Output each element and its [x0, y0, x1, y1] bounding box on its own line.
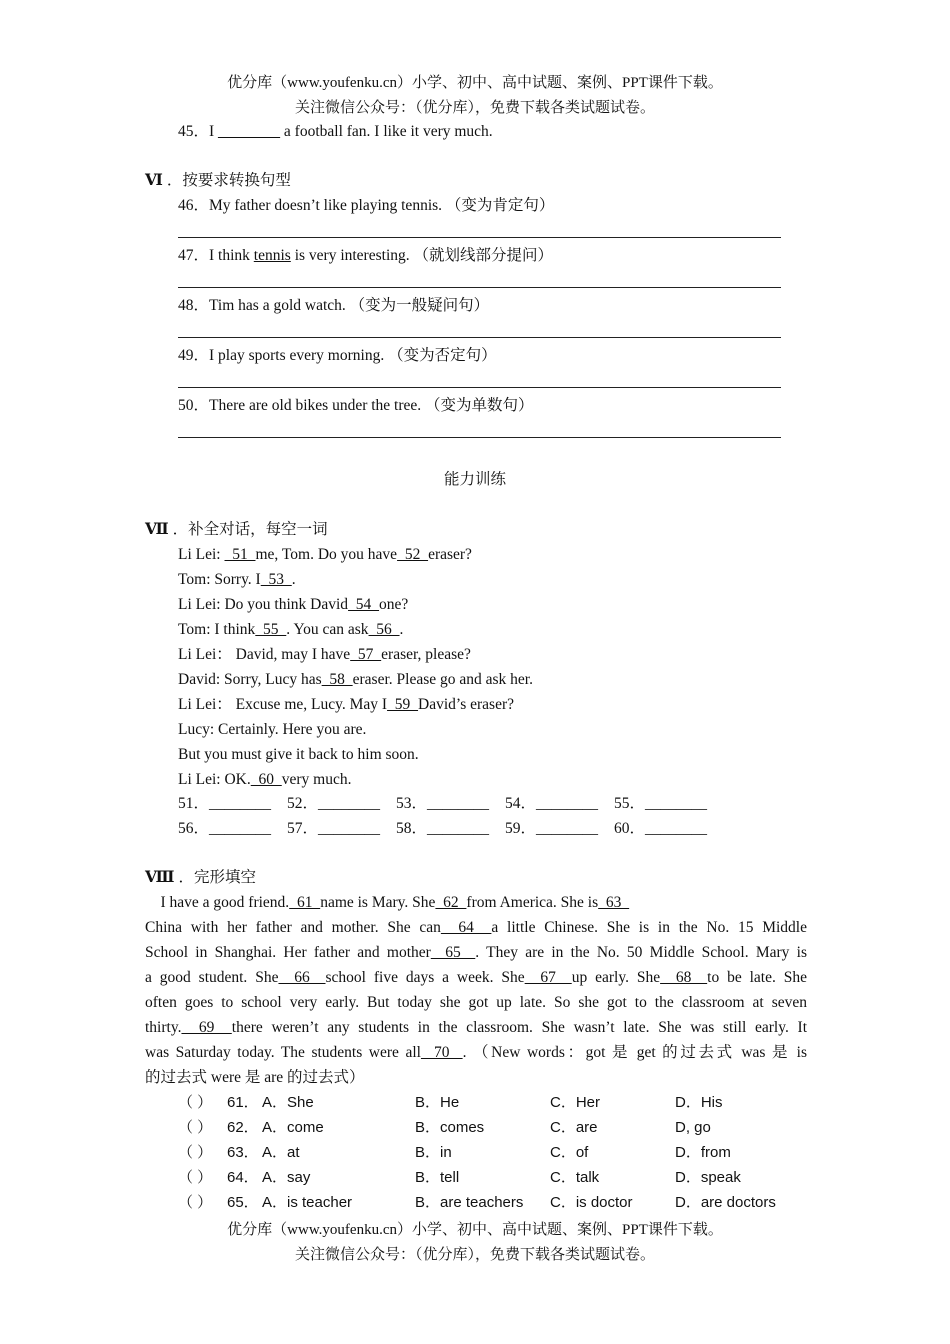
dialogue-blank: 52: [397, 546, 429, 563]
passage-blank: 70: [420, 1044, 463, 1061]
option-a: A．She: [262, 1094, 314, 1111]
passage-line: [145, 915, 807, 940]
option-b: B．He: [415, 1094, 460, 1111]
dialogue-text: Lucy: Certainly. Here you are.: [178, 721, 367, 738]
answer-blank-56: 56．________: [178, 820, 272, 837]
section-8-heading: [145, 865, 256, 890]
dialogue-blank: 60: [250, 771, 282, 788]
passage-text: up early. She: [571, 969, 661, 986]
dialogue-blank: 55: [255, 621, 287, 638]
option-d: D．from: [675, 1144, 731, 1161]
q47-note: （就划线部分提问）: [413, 247, 554, 264]
option-b: B．in: [415, 1144, 452, 1161]
option-b: B．are teachers: [415, 1194, 524, 1211]
dialogue-line: [178, 592, 408, 617]
question-48: [178, 293, 489, 318]
answer-blank-51: 51．________: [178, 795, 272, 812]
passage-blank: 69: [181, 1019, 232, 1036]
dialogue-text: David: Sorry, Lucy has: [178, 671, 322, 688]
dialogue-text: Li Lei： Excuse me, Lucy. May I: [178, 696, 388, 713]
section-6-roman: Ⅵ: [145, 172, 163, 189]
question-50: [178, 393, 534, 418]
passage-blank: 68: [660, 969, 708, 986]
option-a: A．come: [262, 1119, 324, 1136]
q45-number: 45．I: [178, 123, 219, 140]
section-6-title: ．按要求转换句型: [166, 172, 291, 189]
answer-line-46: [178, 237, 781, 238]
dialogue-text: eraser, please?: [381, 646, 471, 663]
answer-blank-59: 59．________: [505, 820, 599, 837]
passage-line: [145, 965, 807, 990]
answer-paren: （ ）: [178, 1194, 213, 1211]
answer-line-48: [178, 337, 781, 338]
answer-paren: （ ）: [178, 1144, 213, 1161]
q48-text: 48．Tim has a gold watch.: [178, 297, 350, 314]
option-b: B．tell: [415, 1169, 460, 1186]
option-a: A．say: [262, 1169, 311, 1186]
passage-line: [145, 890, 807, 915]
question-number: 65．: [227, 1194, 259, 1211]
passage-text: a good student. She: [145, 969, 279, 986]
passage-text: there weren’t any students in the classroom. She wasn’t late. She was still early. It: [231, 1019, 807, 1036]
dialogue-text: .: [399, 621, 404, 638]
answer-row-1: [178, 791, 723, 816]
passage-text: name is Mary. She: [320, 894, 436, 911]
header-line-1: 优分库（www.youfenku.cn）小学、初中、高中试题、案例、PPT课件下载。: [227, 75, 723, 91]
footer-line-2: 关注微信公众号：（优分库），免费下载各类试题试卷。: [294, 1247, 655, 1263]
dialogue-blank: 53: [260, 571, 292, 588]
q46-text: 46．My father doesn’t like playing tennis.: [178, 197, 446, 214]
passage-line: [145, 1015, 807, 1040]
q50-note: （变为单数句）: [425, 397, 534, 414]
option-c: C．of: [550, 1144, 589, 1161]
dialogue-text: David’s eraser?: [418, 696, 515, 713]
dialogue-blank: 59: [387, 696, 419, 713]
q50-text: 50．There are old bikes under the tree.: [178, 397, 426, 414]
section-8-roman: Ⅷ: [145, 869, 175, 886]
option-d: D．speak: [675, 1169, 741, 1186]
question-49: [178, 343, 497, 368]
passage-text: I have a good friend.: [145, 894, 290, 911]
dialogue-text: Li Lei： David, may I have: [178, 646, 351, 663]
answer-line-49: [178, 387, 781, 388]
answer-blank-52: 52．________: [287, 795, 381, 812]
question-45: [178, 119, 493, 144]
dialogue-blank: 54: [348, 596, 380, 613]
dialogue-blank: 57: [350, 646, 382, 663]
dialogue-blank: 56: [368, 621, 400, 638]
dialogue-blank: 51: [224, 546, 256, 563]
dialogue-text: . You can ask: [286, 621, 369, 638]
option-c: C．are: [550, 1119, 598, 1136]
answer-paren: （ ）: [178, 1119, 213, 1136]
option-c: C．talk: [550, 1169, 600, 1186]
answer-line-50: [178, 437, 781, 438]
section-7-roman: Ⅶ: [145, 521, 169, 538]
passage-line: [145, 1065, 807, 1090]
q46-note: （变为肯定句）: [445, 197, 555, 214]
dialogue-line: [178, 767, 351, 792]
dialogue-text: very much.: [281, 771, 352, 788]
passage-text: a little Chinese. She is in the No. 15 Middle: [491, 919, 807, 936]
dialogue-line: [178, 617, 403, 642]
q47-text: 47．I think: [178, 247, 254, 264]
answer-blank-54: 54．________: [505, 795, 599, 812]
dialogue-line: [178, 692, 514, 717]
q48-note: （变为一般疑问句）: [349, 297, 490, 314]
option-d: D, go: [675, 1119, 711, 1136]
dialogue-text: Tom: Sorry. I: [178, 571, 261, 588]
answer-blank-57: 57．________: [287, 820, 381, 837]
dialogue-line: [178, 567, 296, 592]
option-b: B．comes: [415, 1119, 485, 1136]
answer-paren: （ ）: [178, 1169, 213, 1186]
option-d: D．His: [675, 1094, 723, 1111]
passage-line: [145, 940, 807, 965]
center-title: 能力训练: [443, 471, 506, 488]
question-number: 61．: [227, 1094, 259, 1111]
question-number: 63．: [227, 1144, 259, 1161]
header-line-2: 关注微信公众号：（优分库），免费下载各类试题试卷。: [294, 100, 655, 116]
passage-line: [145, 990, 807, 1015]
q47-text-post: is very interesting.: [290, 247, 414, 264]
passage-text: to be late. She: [707, 969, 808, 986]
passage-text: from America. She is: [466, 894, 599, 911]
dialogue-text: eraser?: [428, 546, 472, 563]
dialogue-blank: 58: [321, 671, 353, 688]
option-c: C．Her: [550, 1094, 601, 1111]
section-6-heading: [145, 168, 291, 193]
section-8-title: ．完形填空: [178, 869, 256, 886]
q45-text: a football fan. I like it very much.: [280, 123, 493, 140]
passage-line: [145, 1040, 807, 1065]
q47-underlined-word: tennis: [253, 247, 291, 264]
dialogue-text: .: [291, 571, 296, 588]
option-d: D．are doctors: [675, 1194, 776, 1211]
answer-row-2: [178, 816, 723, 841]
passage-text: . They are in the No. 50 Middle School. Mary is: [475, 944, 808, 961]
option-c: C．is doctor: [550, 1194, 633, 1211]
passage-blank: 66: [278, 969, 326, 986]
q49-text: 49．I play sports every morning.: [178, 347, 389, 364]
section-7-heading: [145, 517, 328, 542]
dialogue-line: [178, 542, 472, 567]
footer-line-1: 优分库（www.youfenku.cn）小学、初中、高中试题、案例、PPT课件下载。: [227, 1222, 723, 1238]
dialogue-text: one?: [379, 596, 409, 613]
dialogue-line: [178, 717, 366, 742]
passage-text: thirty.: [145, 1019, 182, 1036]
dialogue-text: But you must give it back to him soon.: [178, 746, 419, 763]
dialogue-line: [178, 667, 533, 692]
question-46: [178, 193, 554, 218]
dialogue-text: me, Tom. Do you have: [255, 546, 398, 563]
dialogue-text: Li Lei: Do you think David: [178, 596, 349, 613]
passage-blank: 63: [598, 894, 630, 911]
q49-note: （变为否定句）: [388, 347, 497, 364]
passage-blank: 62: [435, 894, 467, 911]
answer-blank-60: 60．________: [614, 820, 708, 837]
passage-text: 的过去式 were 是 are 的过去式）: [145, 1069, 365, 1086]
answer-blank-58: 58．________: [396, 820, 490, 837]
question-number: 62．: [227, 1119, 259, 1136]
passage-text: China with her father and mother. She can: [145, 919, 441, 936]
answer-line-47: [178, 287, 781, 288]
question-47: [178, 243, 553, 268]
passage-text: school five days a week. She: [325, 969, 525, 986]
dialogue-text: eraser. Please go and ask her.: [352, 671, 533, 688]
dialogue-line: [178, 642, 471, 667]
dialogue-text: Li Lei: OK.: [178, 771, 251, 788]
section-7-title: ．补全对话，每空一词: [172, 521, 328, 538]
answer-blank-53: 53．________: [396, 795, 490, 812]
passage-text: was Saturday today. The students were all: [145, 1044, 421, 1061]
passage-text: School in Shanghai. Her father and mother: [145, 944, 431, 961]
q45-blank: ________: [218, 123, 281, 140]
dialogue-text: Li Lei:: [178, 546, 225, 563]
dialogue-line: [178, 742, 419, 767]
option-a: A．is teacher: [262, 1194, 353, 1211]
answer-paren: （ ）: [178, 1094, 213, 1111]
passage-blank: 67: [524, 969, 572, 986]
dialogue-text: Tom: I think: [178, 621, 256, 638]
cloze-passage: [145, 890, 807, 1090]
answer-blank-55: 55．________: [614, 795, 708, 812]
passage-text: often goes to school very early. But today she got up late. So she got to the classroom at seven: [145, 994, 807, 1011]
passage-text: . （New words：got 是 get 的过去式 was 是 is: [462, 1044, 808, 1061]
passage-blank: 64: [440, 919, 492, 936]
passage-blank: 61: [289, 894, 321, 911]
question-number: 64．: [227, 1169, 259, 1186]
option-a: A．at: [262, 1144, 300, 1161]
passage-blank: 65: [430, 944, 476, 961]
